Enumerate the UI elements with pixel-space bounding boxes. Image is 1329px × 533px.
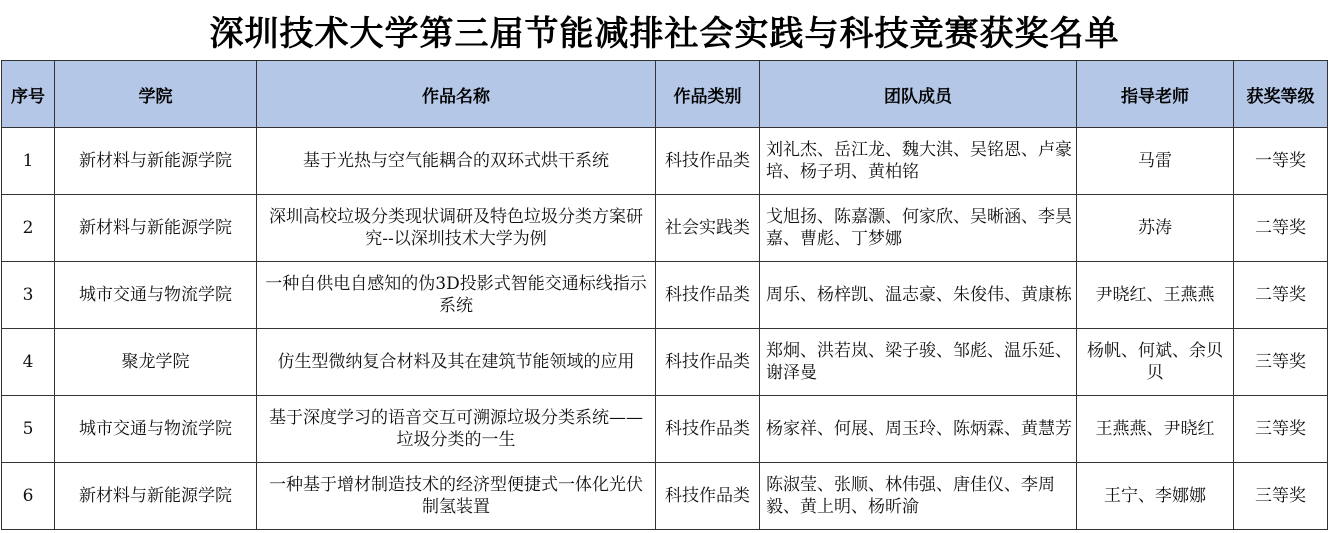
col-header-no: 序号 [2,61,55,128]
table-row [2,329,1328,396]
table-row [2,128,1328,195]
cell-work: 深圳高校垃圾分类现状调研及特色垃圾分类方案研究--以深圳技术大学为例 [257,195,656,262]
cell-advisor: 王宁、李娜娜 [1077,463,1234,530]
cell-college: 新材料与新能源学院 [55,463,257,530]
page-title: 深圳技术大学第三届节能减排社会实践与科技竞赛获奖名单 [209,13,1120,54]
cell-category: 科技作品类 [656,128,760,195]
cell-category: 科技作品类 [656,262,760,329]
cell-category: 科技作品类 [656,396,760,463]
col-header-category: 作品类别 [656,61,760,128]
cell-advisor: 马雷 [1077,128,1234,195]
cell-college: 新材料与新能源学院 [55,128,257,195]
cell-no: 6 [2,463,55,530]
cell-no: 3 [2,262,55,329]
cell-no: 5 [2,396,55,463]
cell-no: 4 [2,329,55,396]
cell-advisor: 尹晓红、王燕燕 [1077,262,1234,329]
cell-members: 杨家祥、何展、周玉玲、陈炳霖、黄慧芳 [760,396,1077,463]
award-table [1,60,1328,530]
cell-award: 二等奖 [1234,262,1328,329]
cell-members: 刘礼杰、岳江龙、魏大淇、吴铭恩、卢豪培、杨子玥、黄柏铭 [760,128,1077,195]
cell-advisor: 杨帆、何斌、余贝贝 [1077,329,1234,396]
cell-work: 一种自供电自感知的伪3D投影式智能交通标线指示系统 [257,262,656,329]
cell-award: 一等奖 [1234,128,1328,195]
cell-category: 科技作品类 [656,329,760,396]
cell-college: 城市交通与物流学院 [55,262,257,329]
cell-advisor: 苏涛 [1077,195,1234,262]
table-row [2,396,1328,463]
col-header-college: 学院 [55,61,257,128]
cell-category: 科技作品类 [656,463,760,530]
cell-members: 陈淑莹、张顺、林伟强、唐佳仪、李周毅、黄上明、杨昕渝 [760,463,1077,530]
col-header-advisor: 指导老师 [1077,61,1234,128]
table-row [2,262,1328,329]
col-header-award: 获奖等级 [1234,61,1328,128]
cell-award: 三等奖 [1234,396,1328,463]
table-row [2,195,1328,262]
cell-members: 郑炯、洪若岚、梁子骏、邹彪、温乐延、谢泽曼 [760,329,1077,396]
cell-advisor: 王燕燕、尹晓红 [1077,396,1234,463]
cell-award: 三等奖 [1234,463,1328,530]
cell-members: 戈旭扬、陈嘉灏、何家欣、吴晰涵、李昊嘉、曹彪、丁梦娜 [760,195,1077,262]
cell-college: 新材料与新能源学院 [55,195,257,262]
cell-award: 二等奖 [1234,195,1328,262]
cell-no: 2 [2,195,55,262]
cell-work: 基于深度学习的语音交互可溯源垃圾分类系统——垃圾分类的一生 [257,396,656,463]
col-header-work: 作品名称 [257,61,656,128]
cell-college: 城市交通与物流学院 [55,396,257,463]
cell-work: 仿生型微纳复合材料及其在建筑节能领域的应用 [257,329,656,396]
cell-category: 社会实践类 [656,195,760,262]
cell-award: 三等奖 [1234,329,1328,396]
cell-no: 1 [2,128,55,195]
header-row [2,61,1328,128]
cell-work: 基于光热与空气能耦合的双环式烘干系统 [257,128,656,195]
table-row [2,463,1328,530]
cell-college: 聚龙学院 [55,329,257,396]
cell-members: 周乐、杨梓凯、温志豪、朱俊伟、黄康栋 [760,262,1077,329]
cell-work: 一种基于增材制造技术的经济型便捷式一体化光伏制氢装置 [257,463,656,530]
col-header-members: 团队成员 [760,61,1077,128]
